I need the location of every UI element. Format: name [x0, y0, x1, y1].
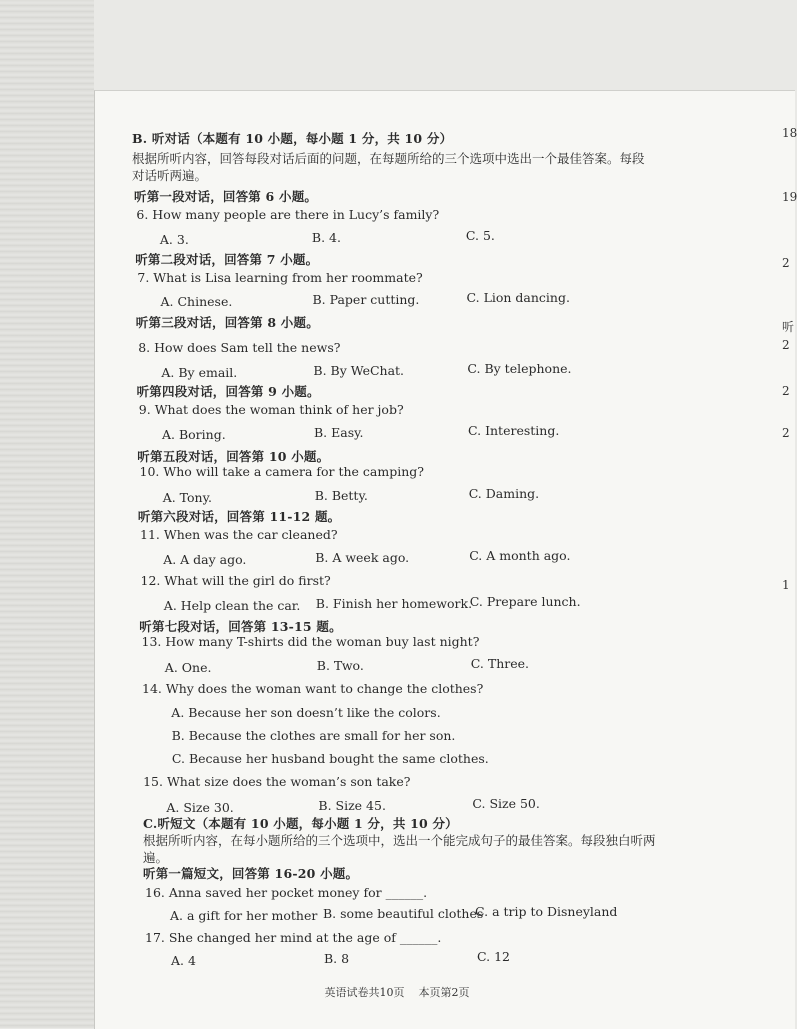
answer-option-a: A. Boring.	[162, 427, 226, 442]
section-b-instruction-cont: 对话听两遍。	[132, 168, 208, 183]
question-17: 17. She changed her mind at the age of ______.	[145, 930, 442, 945]
question-text: 15. What size does the woman’s son take?	[143, 774, 411, 789]
option-17a: A. 4	[171, 953, 196, 968]
answer-option-c: C. Interesting.	[468, 423, 560, 438]
edge-mark: 听	[782, 320, 795, 334]
edge-mark: 18	[782, 126, 797, 140]
answer-option-b: B. Finish her homework.	[315, 596, 473, 611]
answer-option-c: C. Size 50.	[472, 796, 540, 811]
answer-option-c: C. Three.	[470, 656, 529, 671]
question-text: 6. How many people are there in Lucy’s family?	[136, 207, 440, 222]
answer-option: A. Because her son doesn’t like the colors.	[171, 705, 441, 720]
answer-option: B. Because the clothes are small for her son.	[171, 728, 456, 743]
scan-edge	[0, 0, 94, 1028]
answer-option-b: B. Betty.	[314, 488, 368, 503]
dialogue-subheading: 听第三段对话，回答第 8 小题。	[135, 315, 319, 330]
edge-mark: 2	[782, 384, 790, 398]
section-c-heading: C.听短文（本题有 10 小题，每小题 1 分，共 10 分）	[143, 816, 458, 831]
question-text: 13. How many T-shirts did the woman buy last night?	[141, 634, 480, 649]
answer-option-c: C. Lion dancing.	[466, 290, 570, 305]
edge-mark: 19	[782, 190, 797, 204]
answer-option-a: A. By email.	[161, 365, 238, 380]
answer-option-a: A. Chinese.	[160, 294, 233, 309]
answer-option-a: A. Size 30.	[166, 800, 234, 815]
dialogue-subheading: 听第二段对话，回答第 7 小题。	[135, 252, 319, 267]
answer-option-b: B. Easy.	[314, 425, 364, 440]
question-text: 9. What does the woman think of her job?	[138, 402, 404, 417]
option-16c: C. a trip to Disneyland	[475, 904, 618, 919]
edge-mark: 1	[782, 578, 790, 592]
edge-mark: 2	[782, 426, 790, 440]
option-16a: A. a gift for her mother	[170, 908, 318, 923]
question-text: 12. What will the girl do first?	[140, 573, 331, 588]
question-text: 11. When was the car cleaned?	[140, 527, 338, 542]
edge-mark: 2	[782, 338, 790, 352]
dialogue-subheading: 听第七段对话，回答第 13-15 题。	[139, 619, 342, 634]
answer-option-c: C. Daming.	[468, 486, 540, 501]
answer-option-b: B. A week ago.	[315, 550, 410, 565]
answer-option-c: C. 5.	[465, 228, 495, 243]
section-b-instruction: 根据所听内容，回答每段对话后面的问题，在每题所给的三个选项中选出一个最佳答案。每段	[132, 151, 645, 166]
page-footer: 英语试卷共10页 本页第2页	[324, 986, 470, 999]
question-text: 10. Who will take a camera for the camping?	[139, 464, 424, 479]
question-16: 16. Anna saved her pocket money for ______.	[145, 885, 428, 900]
dialogue-subheading: 听第五段对话，回答第 10 小题。	[137, 449, 330, 464]
dialogue-subheading: 听第六段对话，回答第 11-12 题。	[137, 509, 341, 524]
answer-option-a: A. Help clean the car.	[163, 598, 301, 613]
option-17b: B. 8	[324, 951, 350, 966]
answer-option-b: B. 4.	[311, 230, 341, 245]
section-c-instruction-cont: 遍。	[143, 850, 169, 865]
answer-option-a: A. One.	[164, 660, 212, 675]
answer-option-b: B. Paper cutting.	[312, 292, 420, 307]
answer-option-b: B. Size 45.	[318, 798, 386, 813]
question-text: 14. Why does the woman want to change the clothes?	[142, 681, 484, 696]
dialogue-subheading: 听第四段对话，回答第 9 小题。	[136, 384, 320, 399]
answer-option: C. Because her husband bought the same clothes.	[171, 751, 489, 766]
answer-option-b: B. By WeChat.	[313, 363, 405, 378]
answer-option-a: A. A day ago.	[163, 552, 247, 567]
answer-option-c: C. Prepare lunch.	[469, 594, 581, 609]
section-b-heading: B. 听对话（本题有 10 小题，每小题 1 分，共 10 分）	[132, 131, 453, 146]
section-c-subheading: 听第一篇短文，回答第 16-20 小题。	[143, 866, 359, 881]
option-16b: B. some beautiful clothes	[323, 906, 484, 921]
dialogue-subheading: 听第一段对话，回答第 6 小题。	[134, 189, 318, 204]
answer-option-a: A. 3.	[159, 232, 189, 247]
question-text: 8. How does Sam tell the news?	[138, 340, 341, 355]
answer-option-c: C. By telephone.	[467, 361, 572, 376]
answer-option-b: B. Two.	[316, 658, 364, 673]
option-17c: C. 12	[477, 949, 510, 964]
section-c-instruction: 根据所听内容，在每小题所给的三个选项中，选出一个能完成句子的最佳答案。每段独白听两	[143, 833, 656, 848]
question-text: 7. What is Lisa learning from her roommate?	[137, 270, 423, 285]
answer-option-a: A. Tony.	[162, 490, 212, 505]
edge-mark: 2	[782, 256, 790, 270]
answer-option-c: C. A month ago.	[469, 548, 571, 563]
